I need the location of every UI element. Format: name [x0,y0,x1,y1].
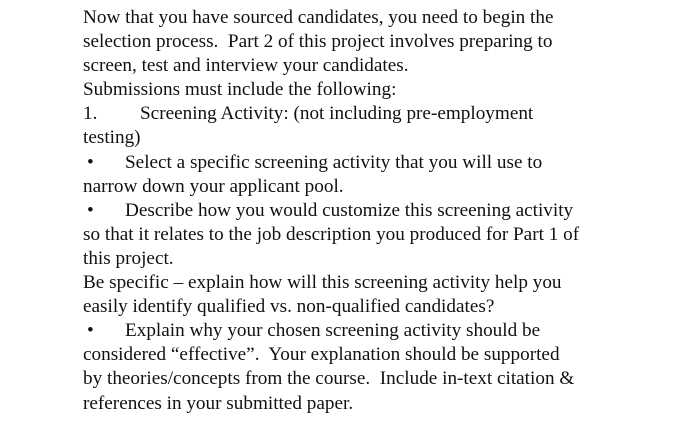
text-line: Be specific – explain how will this screening activity help you [83,272,562,294]
text-line: screen, test and interview your candidates. [83,55,409,77]
text-line: so that it relates to the job description you produced for Part 1 of [83,223,580,245]
text-line: narrow down your applicant pool. [83,175,344,197]
text-line: considered “effective”. Your explanation should be supported [83,344,560,366]
bullet-icon: • [87,151,94,173]
item-text: Screening Activity: (not including pre-employment [140,103,534,125]
bullet-item [83,319,579,343]
bullet-text: Select a specific screening activity that you will use to [125,151,543,173]
bullet-icon: • [87,320,94,342]
bullet-text: Explain why your chosen screening activity should be [125,320,541,342]
text-line: by theories/concepts from the course. Include in-text citation & [83,368,575,390]
item-number: 1. [83,103,98,125]
bullet-text: Describe how you would customize this screening activity [125,199,574,221]
text-line: Now that you have sourced candidates, you need to begin the [83,7,554,28]
text-line: testing) [83,127,141,149]
text-line: easily identify qualified vs. non-qualified candidates? [83,296,495,318]
text-line: selection process. Part 2 of this project involves preparing to [83,31,553,53]
bullet-item [83,199,579,223]
text-line: references in your submitted paper. [83,392,354,414]
text-line: this project. [83,247,174,269]
bullet-item [83,151,579,175]
assignment-instructions [83,6,579,416]
numbered-item-1 [83,102,579,126]
bullet-icon: • [87,199,94,221]
text-line: Submissions must include the following: [83,79,397,101]
